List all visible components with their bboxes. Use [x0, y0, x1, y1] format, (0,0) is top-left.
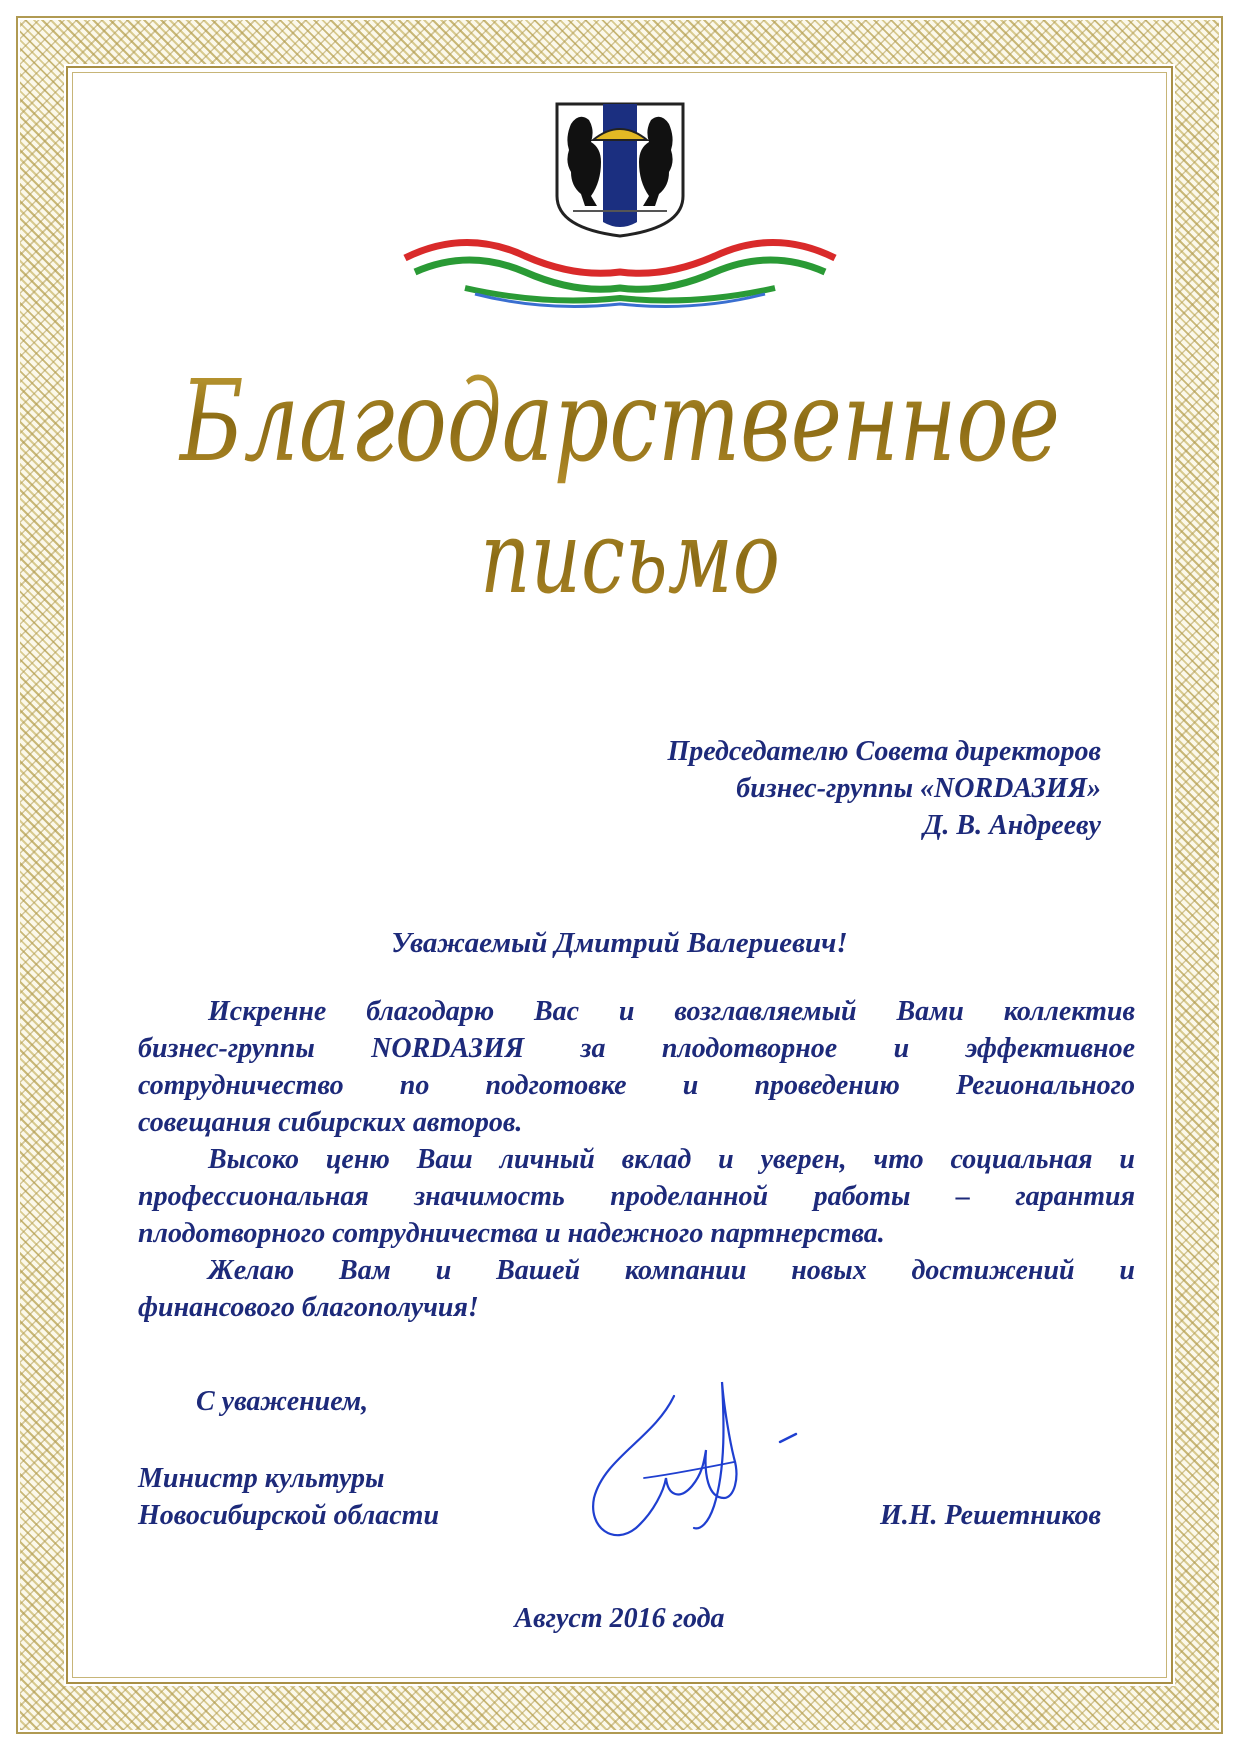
body-line: профессиональная значимость проделанной работы – гарантия	[138, 1181, 1135, 1212]
body-line: Искренне благодарю Вас и возглавляемый Вами коллектив	[208, 996, 1135, 1027]
tricolor-ribbon-icon	[405, 232, 835, 312]
body-line: совещания сибирских авторов.	[138, 1107, 523, 1138]
body-line: финансового благополучия!	[138, 1292, 479, 1323]
addressee-name: Д. В. Андрееву	[923, 810, 1101, 841]
position-line: Министр культуры	[138, 1463, 385, 1494]
body-line: Желаю Вам и Вашей компании новых достижений и	[208, 1255, 1135, 1286]
addressee-line: Председателю Совета директоров	[667, 736, 1101, 767]
letter-title	[150, 357, 1090, 630]
letter-body	[138, 993, 1135, 1326]
body-line: Высоко ценю Ваш личный вклад и уверен, что социальная и	[208, 1144, 1135, 1175]
title-line-1: Благодарственное	[178, 357, 1060, 487]
coat-of-arms-icon	[553, 100, 687, 240]
body-line: бизнес-группы NORDАЗИЯ за плодотворное и эффективное	[138, 1033, 1135, 1064]
handwritten-signature	[584, 1378, 814, 1558]
signer-name: И.Н. Решетников	[880, 1500, 1101, 1531]
body-line: сотрудничество по подготовке и проведению Регионального	[138, 1070, 1135, 1101]
salutation: Уважаемый Дмитрий Валериевич!	[391, 927, 848, 959]
signer-position	[138, 1460, 478, 1534]
addressee-block	[667, 733, 1101, 844]
addressee-line: бизнес-группы «NORDАЗИЯ»	[736, 773, 1101, 804]
body-line: плодотворного сотрудничества и надежного партнерства.	[138, 1218, 885, 1249]
letter-date: Август 2016 года	[514, 1603, 725, 1634]
title-line-2: письмо	[480, 499, 780, 616]
regards-text: С уважением,	[196, 1386, 369, 1417]
position-line: Новосибирской области	[138, 1500, 440, 1531]
